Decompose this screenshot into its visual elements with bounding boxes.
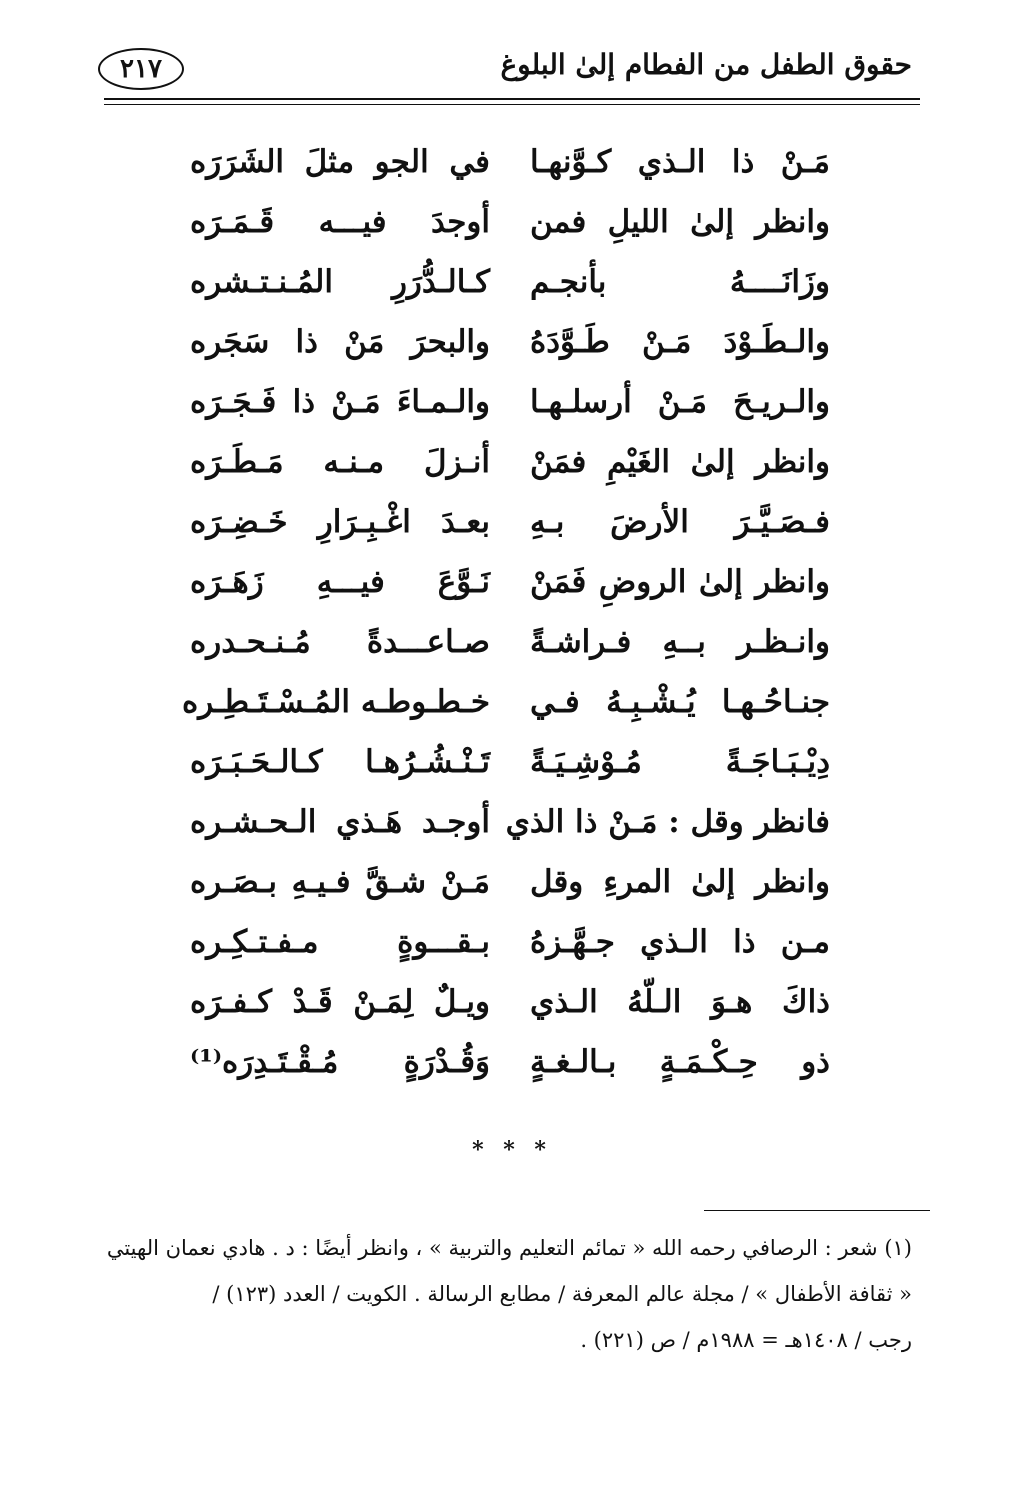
verse-first-hemistich: وانظر إلىٰ المرءِ وقل	[530, 864, 830, 900]
footnote-rule	[704, 1210, 930, 1211]
verse-first-hemistich: وانظر إلىٰ الغَيْمِ فمَنْ	[530, 444, 830, 480]
verse	[190, 736, 830, 792]
verse	[181, 676, 830, 732]
footnote-line: (١) شعر : الرصافي رحمه الله « تمائم التعليم والتربية » ، وانظر أيضًا : د . هادي نعمان الهيتي	[106, 1236, 912, 1260]
verse-second-hemistich: مَـنْ شـقَّ فـيـهِ بـصَـره	[190, 864, 490, 900]
verse-second-hemistich: بـقـــوةٍ مـفـتـكِـره	[190, 924, 490, 960]
verse	[190, 256, 830, 312]
verse-first-hemistich: وزَانَــــهُ بأنجـم	[530, 264, 830, 300]
verse-second-hemistich: والـمـاءَ مَـنْ ذا فَـجَـرَه	[190, 384, 490, 420]
verse-second-hemistich: بعـدَ اغْـبِـرَارِ خَـضِـرَه	[190, 504, 490, 540]
verse-second-hemistich: خـطـوطـه المُـسْـتَـطِـره	[181, 684, 490, 720]
verse-first-hemistich: ذاكَ هـوَ الـلّهُ الـذي	[530, 984, 830, 1020]
verse	[190, 496, 830, 552]
footnote-line: « ثقافة الأطفال » / مجلة عالم المعرفة / مطابع الرسالة . الكويت / العدد (١٢٣) /	[212, 1282, 912, 1306]
verse-first-hemistich: وانظر إلىٰ الليلِ فمن	[530, 204, 830, 240]
verse-second-hemistich: أوجدَ فيـــه قَـمَـرَه	[190, 204, 490, 240]
verse-first-hemistich: والـريـحَ مَـنْ أرسلـهـا	[530, 384, 830, 420]
verse-second-hemistich: نَـوَّعَ فيـــهِ زَهَـرَه	[190, 564, 490, 600]
verse-second-hemistich: وَقُـدْرَةٍ مُـقْـتَـدِرَه⁽¹⁾	[190, 1044, 490, 1080]
verse-first-hemistich: فـصَـيَّـرَ الأرضَ بـهِ	[530, 504, 830, 540]
verse	[190, 796, 830, 852]
verse	[190, 616, 830, 672]
verse-second-hemistich: كـالـدُّرَرِ المُـنـتـشره	[190, 264, 490, 300]
verse	[190, 1036, 830, 1092]
verse	[190, 556, 830, 612]
verse-first-hemistich: مـن ذا الـذي جـهَّـزهُ	[530, 924, 830, 960]
verse-first-hemistich: فانظر وقل : مَـنْ ذا الذي	[505, 804, 830, 840]
verse-second-hemistich: في الجو مثلَ الشَرَرَه	[190, 144, 490, 180]
verse-first-hemistich: وانـظـر بــهِ فـراشـةً	[530, 624, 830, 660]
verse	[190, 436, 830, 492]
header-rule	[104, 98, 920, 100]
verse-second-hemistich: أنـزلَ مـنـه مَـطَـرَه	[190, 444, 490, 480]
verse	[190, 376, 830, 432]
verse	[190, 136, 830, 192]
verse-first-hemistich: مَـنْ ذا الـذي كـوَّنهـا	[530, 144, 830, 180]
section-separator: * * *	[472, 1137, 552, 1163]
verse-first-hemistich: جنـاحُـهـا يُـشْـبِـهُ فـي	[530, 684, 830, 720]
verse	[190, 856, 830, 912]
verse-second-hemistich: تَـنْـشُـرُهـا كـالـحَـبَـرَه	[190, 744, 490, 780]
verse-first-hemistich: دِيْـبَـاجَـةً مُـوْشِـيَـةً	[530, 744, 830, 780]
verse-second-hemistich: صـاعـــدةً مُـنـحـدره	[190, 624, 490, 660]
running-title: حقوق الطفل من الفطام إلىٰ البلوغ	[500, 48, 912, 81]
verse	[190, 316, 830, 372]
verse-first-hemistich: وانظر إلىٰ الروضِ فَمَنْ	[530, 564, 830, 600]
verse-second-hemistich: أوجـد هَـذي الـحـشـره	[190, 804, 490, 840]
header-rule-thin	[104, 104, 920, 105]
footnote-line: رجب / ١٤٠٨هـ = ١٩٨٨م / ص (٢٢١) .	[580, 1328, 912, 1352]
verse-first-hemistich: والـطَـوْدَ مَـنْ طَـوَّدَهُ	[530, 324, 830, 360]
verse	[190, 196, 830, 252]
verse-first-hemistich: ذو حِـكْـمَـةٍ بـالـغـةٍ	[530, 1044, 830, 1080]
verse-second-hemistich: ويـلٌ لِمَـنْ قَـدْ كـفـرَه	[190, 984, 490, 1020]
verse	[190, 916, 830, 972]
verse	[190, 976, 830, 1032]
page-number: ٢١٧	[98, 48, 184, 90]
verse-second-hemistich: والبحرَ مَنْ ذا سَجَره	[190, 324, 490, 360]
